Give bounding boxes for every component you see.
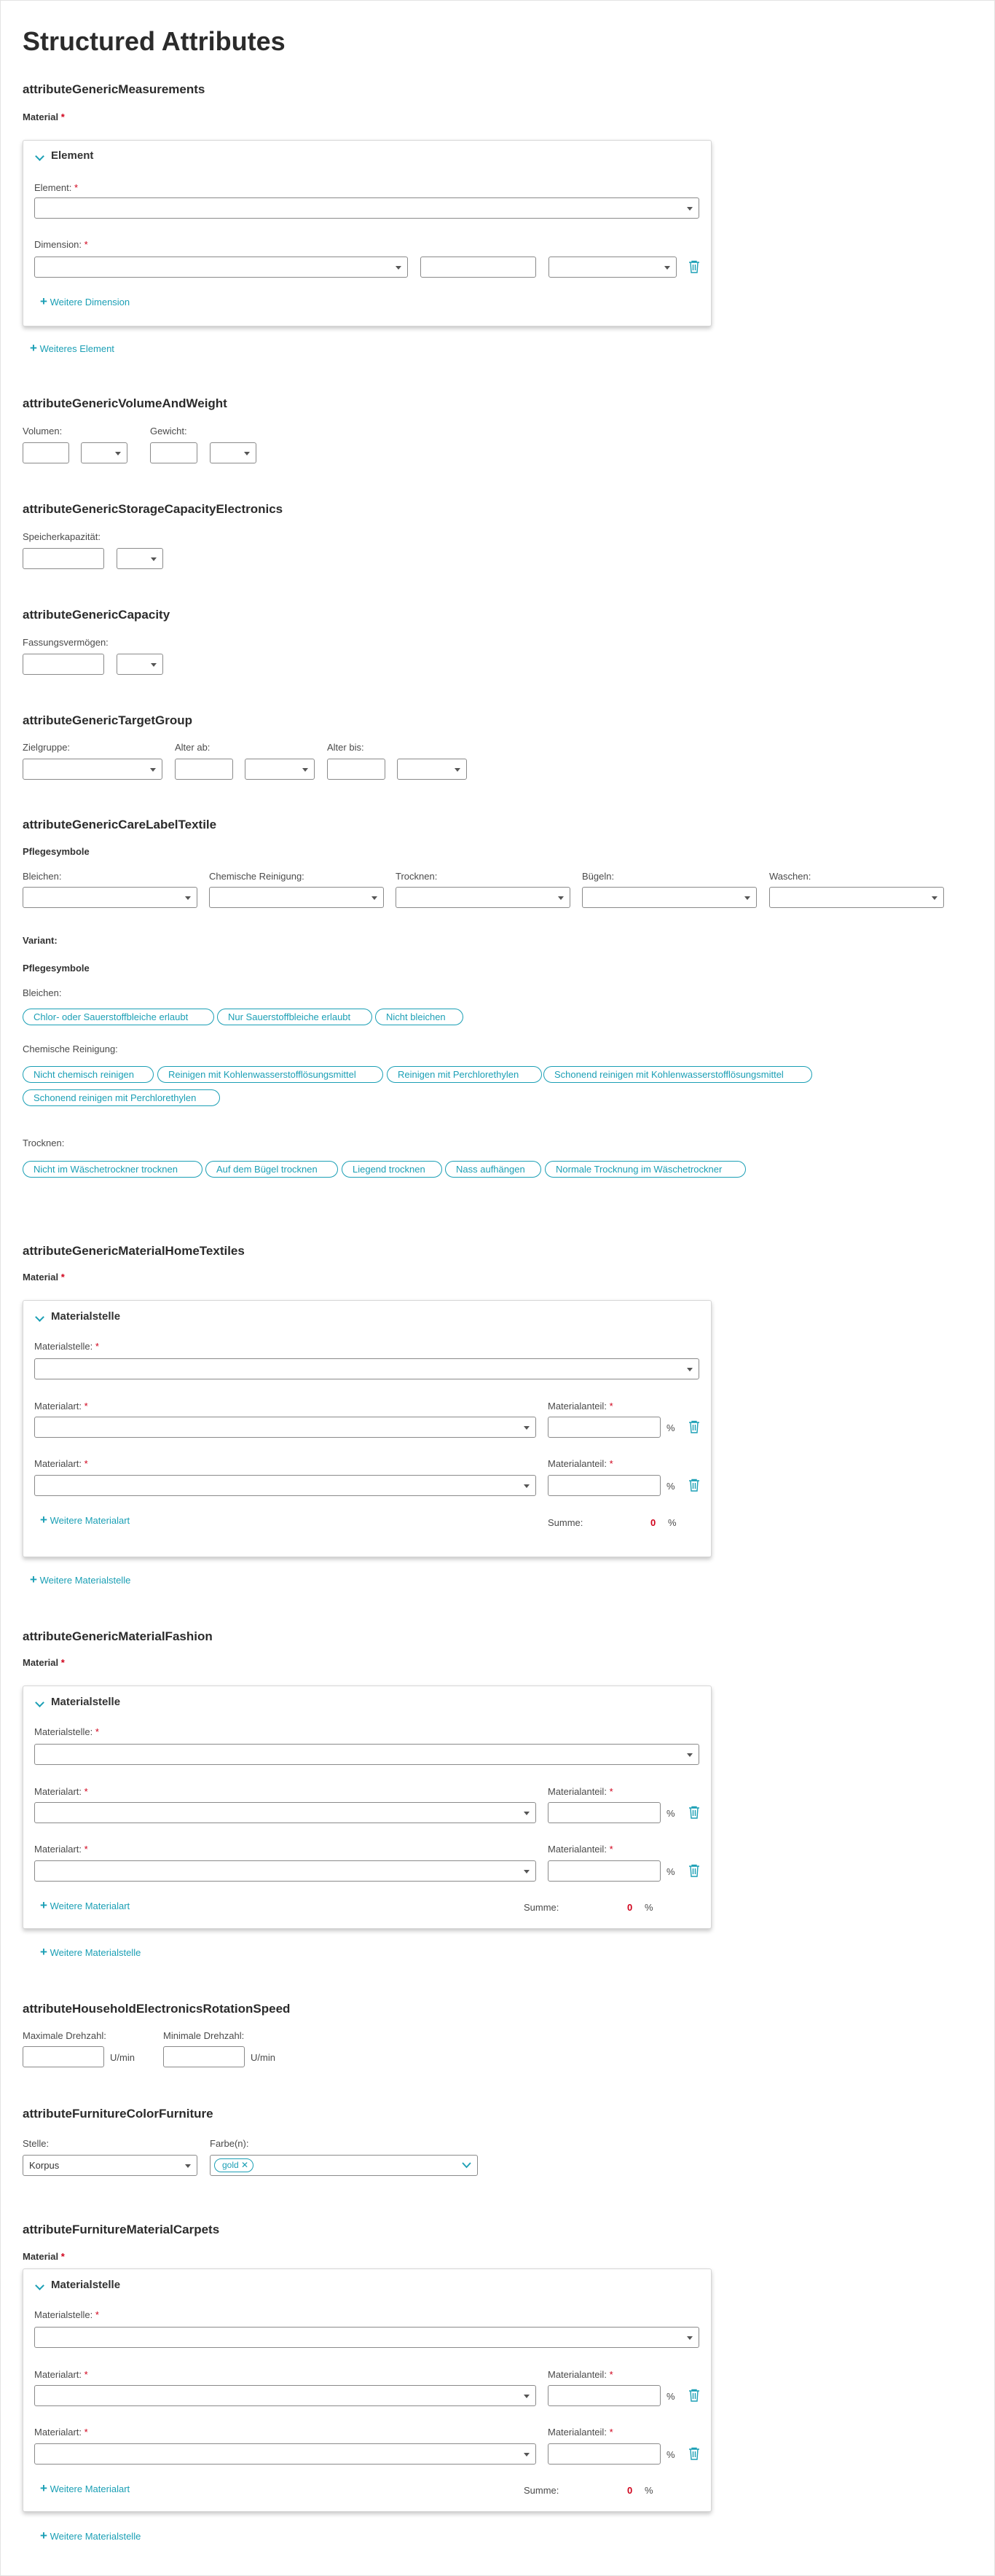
material-label: Material * <box>23 2251 65 2262</box>
materialanteil-field-label: Materialanteil: * <box>548 1844 613 1855</box>
dropdown-arrow-icon <box>687 1368 693 1371</box>
color-tag-label: gold <box>222 2160 239 2170</box>
dropdown-arrow-icon <box>524 1870 530 1874</box>
dropdown-arrow-icon <box>151 557 157 561</box>
chevron-down-icon[interactable] <box>36 151 43 162</box>
chevron-down-icon <box>462 2162 471 2169</box>
sum-label: Summe: <box>524 1902 559 1913</box>
plus-icon: + <box>40 2529 47 2542</box>
section-title-material-fashion: attributeGenericMaterialFashion <box>23 1629 213 1643</box>
dropdown-arrow-icon <box>558 896 564 900</box>
bleach-label: Bleichen: <box>23 871 62 882</box>
volume-input[interactable] <box>23 442 69 463</box>
add-dimension-button[interactable] <box>40 295 130 308</box>
dryclean-option-pill[interactable]: Reinigen mit Perchlorethylen <box>387 1066 542 1083</box>
dryclean-label: Chemische Reinigung: <box>209 871 304 882</box>
materialanteil-input[interactable] <box>548 1860 661 1882</box>
sum-value: 0 <box>650 1517 656 1528</box>
dropdown-arrow-icon <box>371 896 377 900</box>
dryclean-select[interactable] <box>209 887 384 908</box>
dropdown-arrow-icon <box>244 452 250 455</box>
chevron-down-icon[interactable] <box>36 1697 43 1708</box>
dropdown-arrow-icon <box>524 2453 530 2456</box>
section-title-measurements: attributeGenericMeasurements <box>23 82 205 96</box>
materialart-select[interactable] <box>34 2443 536 2465</box>
sum-value: 0 <box>627 2485 633 2496</box>
trash-icon[interactable] <box>688 2389 700 2402</box>
bleach-option-pill[interactable]: Nur Sauerstoffbleiche erlaubt <box>217 1009 372 1025</box>
dry-option-pill[interactable]: Liegend trocknen <box>342 1161 442 1178</box>
materialstelle-field-label: Materialstelle: * <box>34 1726 99 1737</box>
add-materialart-label: Weitere Materialart <box>50 1515 130 1526</box>
percent-unit: % <box>666 1481 675 1492</box>
materialstelle-card-title[interactable]: Materialstelle <box>51 1696 121 1708</box>
iron-select[interactable] <box>582 887 757 908</box>
age-to-label: Alter bis: <box>327 742 364 753</box>
add-materialstelle-label: Weitere Materialstelle <box>50 2531 141 2542</box>
materialstelle-card-title[interactable]: Materialstelle <box>51 2279 121 2291</box>
dropdown-arrow-icon <box>185 896 191 900</box>
section-title-material-carpets: attributeFurnitureMaterialCarpets <box>23 2223 220 2236</box>
materialart-select[interactable] <box>34 1802 536 1823</box>
add-materialstelle-label: Weitere Materialstelle <box>39 1575 131 1586</box>
add-dimension-label: Weitere Dimension <box>50 297 130 308</box>
dropdown-arrow-icon <box>524 1812 530 1815</box>
add-materialstelle-button[interactable] <box>30 1573 130 1586</box>
plus-icon: + <box>30 1573 37 1586</box>
volume-unit-select[interactable] <box>81 442 127 463</box>
dry-select[interactable] <box>396 887 570 908</box>
section-title-storage-capacity: attributeGenericStorageCapacityElectronics <box>23 502 283 516</box>
weight-label: Gewicht: <box>150 426 187 436</box>
add-materialart-button[interactable] <box>40 1514 130 1526</box>
dropdown-arrow-icon <box>687 2336 693 2340</box>
dryclean-option-pill[interactable]: Schonend reinigen mit Perchlorethylen <box>23 1089 220 1106</box>
dimension-select[interactable] <box>34 257 408 278</box>
section-title-capacity: attributeGenericCapacity <box>23 608 170 622</box>
materialstelle-field-label: Materialstelle: * <box>34 1341 99 1352</box>
max-speed-label: Maximale Drehzahl: <box>23 2030 106 2041</box>
trash-icon[interactable] <box>688 1420 700 1433</box>
materialart-field-label: Materialart: * <box>34 1458 88 1469</box>
dropdown-arrow-icon <box>664 266 670 270</box>
element-select[interactable] <box>34 197 699 219</box>
dry-option-pill[interactable]: Nicht im Wäschetrockner trocknen <box>23 1161 202 1178</box>
dryclean-option-pill[interactable]: Reinigen mit Kohlenwasserstofflösungsmittel <box>157 1066 383 1083</box>
dropdown-arrow-icon <box>524 1484 530 1488</box>
section-title-rotation-speed: attributeHouseholdElectronicsRotationSpeed <box>23 2002 291 2016</box>
bleach-option-pill[interactable]: Nicht bleichen <box>375 1009 463 1025</box>
percent-unit: % <box>666 1866 675 1877</box>
add-materialart-button[interactable] <box>40 2482 130 2494</box>
dryclean-option-pill[interactable]: Schonend reinigen mit Kohlenwasserstofflösungsmittel <box>543 1066 812 1083</box>
plus-icon: + <box>40 2481 47 2495</box>
materialstelle-select[interactable] <box>34 2327 699 2348</box>
sum-percent-unit: % <box>645 1902 653 1913</box>
storage-unit-select[interactable] <box>117 548 163 569</box>
dry-option-pill[interactable]: Normale Trocknung im Wäschetrockner <box>545 1161 746 1178</box>
sum-label: Summe: <box>524 2485 559 2496</box>
target-group-label: Zielgruppe: <box>23 742 71 753</box>
trash-icon[interactable] <box>688 2447 700 2460</box>
dropdown-arrow-icon <box>115 452 121 455</box>
storage-capacity-label: Speicherkapazität: <box>23 531 101 542</box>
add-materialstelle-button[interactable] <box>40 1946 141 1958</box>
plus-icon: + <box>30 341 37 355</box>
add-element-button[interactable] <box>30 342 114 354</box>
page-title: Structured Attributes <box>23 26 286 56</box>
materialart-select[interactable] <box>34 1475 536 1496</box>
weight-input[interactable] <box>150 442 197 463</box>
dropdown-arrow-icon <box>151 663 157 667</box>
materialanteil-field-label: Materialanteil: * <box>548 1458 613 1469</box>
materialstelle-select[interactable] <box>34 1744 699 1765</box>
min-speed-label: Minimale Drehzahl: <box>163 2030 245 2041</box>
variant-dryclean-label: Chemische Reinigung: <box>23 1044 118 1054</box>
percent-unit: % <box>666 1808 675 1819</box>
care-symbols-label: Pflegesymbole <box>23 846 90 857</box>
age-from-input[interactable] <box>175 759 233 780</box>
chevron-down-icon[interactable] <box>36 1312 43 1323</box>
materialanteil-input[interactable] <box>548 2385 661 2406</box>
materialstelle-field-label: Materialstelle: * <box>34 2309 99 2320</box>
dryclean-option-pill[interactable]: Nicht chemisch reinigen <box>23 1066 154 1083</box>
stelle-label: Stelle: <box>23 2138 50 2149</box>
variant-dry-label: Trocknen: <box>23 1138 65 1148</box>
age-from-unit-select[interactable] <box>245 759 315 780</box>
max-speed-input[interactable] <box>23 2046 104 2067</box>
section-title-care-label: attributeGenericCareLabelTextile <box>23 818 217 831</box>
age-to-unit-select[interactable] <box>397 759 467 780</box>
age-from-label: Alter ab: <box>175 742 211 753</box>
close-icon[interactable]: ✕ <box>241 2160 249 2170</box>
add-materialart-label: Weitere Materialart <box>50 1900 130 1911</box>
min-speed-input[interactable] <box>163 2046 245 2067</box>
plus-icon: + <box>40 1513 47 1527</box>
chevron-down-icon[interactable] <box>36 2280 43 2291</box>
dry-label: Trocknen: <box>396 871 438 882</box>
sum-value: 0 <box>627 1902 633 1913</box>
materialart-select[interactable] <box>34 1417 536 1438</box>
materialanteil-input[interactable] <box>548 2443 661 2465</box>
dropdown-arrow-icon <box>687 207 693 211</box>
materialstelle-card-title[interactable]: Materialstelle <box>51 1310 121 1323</box>
materialart-select[interactable] <box>34 1860 536 1882</box>
section-title-target-group: attributeGenericTargetGroup <box>23 713 192 727</box>
variant-label: Variant: <box>23 935 58 946</box>
sum-label: Summe: <box>548 1517 583 1528</box>
dimension-value-input[interactable] <box>420 257 536 278</box>
materialart-field-label: Materialart: * <box>34 1786 88 1797</box>
materialanteil-field-label: Materialanteil: * <box>548 1786 613 1797</box>
add-materialart-button[interactable] <box>40 1899 130 1911</box>
dropdown-arrow-icon <box>455 768 460 772</box>
bleach-option-pill[interactable]: Chlor- oder Sauerstoffbleiche erlaubt <box>23 1009 214 1025</box>
section-title-volume-weight: attributeGenericVolumeAndWeight <box>23 396 227 410</box>
dropdown-arrow-icon <box>524 1426 530 1430</box>
sum-percent-unit: % <box>668 1517 677 1528</box>
dimension-field-label: Dimension: * <box>34 239 88 250</box>
materialanteil-input[interactable] <box>548 1417 661 1438</box>
section-title-material-home-textiles: attributeGenericMaterialHomeTextiles <box>23 1244 245 1258</box>
trash-icon[interactable] <box>688 1806 700 1819</box>
materialanteil-input[interactable] <box>548 1475 661 1496</box>
bleach-select[interactable] <box>23 887 197 908</box>
add-element-label: Weiteres Element <box>39 343 114 354</box>
percent-unit: % <box>666 1422 675 1433</box>
storage-capacity-input[interactable] <box>23 548 104 569</box>
materialart-field-label: Materialart: * <box>34 1401 88 1412</box>
dropdown-arrow-icon <box>150 768 156 772</box>
trash-icon[interactable] <box>688 1479 700 1492</box>
color-tag[interactable] <box>214 2158 253 2172</box>
materialart-field-label: Materialart: * <box>34 1844 88 1855</box>
plus-icon: + <box>40 294 47 308</box>
colors-multiselect[interactable] <box>210 2155 478 2176</box>
target-group-select[interactable] <box>23 759 162 780</box>
material-label: Material * <box>23 111 65 122</box>
iron-label: Bügeln: <box>582 871 615 882</box>
materialanteil-input[interactable] <box>548 1802 661 1823</box>
percent-unit: % <box>666 2391 675 2402</box>
element-field-label: Element: * <box>34 182 78 193</box>
max-speed-unit: U/min <box>110 2052 135 2063</box>
min-speed-unit: U/min <box>251 2052 275 2063</box>
material-label: Material * <box>23 1657 65 1668</box>
stelle-select[interactable] <box>23 2155 197 2176</box>
dimension-unit-select[interactable] <box>548 257 677 278</box>
dropdown-arrow-icon <box>744 896 750 900</box>
weight-unit-select[interactable] <box>210 442 256 463</box>
dropdown-arrow-icon <box>396 266 401 270</box>
materialanteil-field-label: Materialanteil: * <box>548 1401 613 1412</box>
materialanteil-field-label: Materialanteil: * <box>548 2427 613 2438</box>
capacity-unit-select[interactable] <box>117 654 163 675</box>
capacity-label: Fassungsvermögen: <box>23 637 109 648</box>
dropdown-arrow-icon <box>302 768 308 772</box>
materialstelle-select[interactable] <box>34 1358 699 1379</box>
percent-unit: % <box>666 2449 675 2460</box>
add-materialstelle-button[interactable] <box>40 2529 141 2542</box>
plus-icon: + <box>40 1945 47 1959</box>
stelle-value: Korpus <box>29 2160 60 2171</box>
colors-label: Farbe(n): <box>210 2138 249 2149</box>
dropdown-arrow-icon <box>687 1753 693 1757</box>
add-materialart-label: Weitere Materialart <box>50 2483 130 2494</box>
sum-percent-unit: % <box>645 2485 653 2496</box>
materialanteil-field-label: Materialanteil: * <box>548 2369 613 2380</box>
trash-icon[interactable] <box>688 260 700 273</box>
dry-option-pill[interactable]: Auf dem Bügel trocknen <box>205 1161 338 1178</box>
element-card-title[interactable]: Element <box>51 149 94 162</box>
dry-option-pill[interactable]: Nass aufhängen <box>445 1161 541 1178</box>
wash-select[interactable] <box>769 887 944 908</box>
materialart-field-label: Materialart: * <box>34 2369 88 2380</box>
dropdown-arrow-icon <box>932 896 937 900</box>
materialart-select[interactable] <box>34 2385 536 2406</box>
section-title-color-furniture: attributeFurnitureColorFurniture <box>23 2107 213 2121</box>
add-materialstelle-label: Weitere Materialstelle <box>50 1947 141 1958</box>
variant-care-symbols-label: Pflegesymbole <box>23 963 90 974</box>
trash-icon[interactable] <box>688 1864 700 1877</box>
wash-label: Waschen: <box>769 871 811 882</box>
volume-label: Volumen: <box>23 426 63 436</box>
material-label: Material * <box>23 1272 65 1283</box>
variant-bleach-label: Bleichen: <box>23 987 62 998</box>
dropdown-arrow-icon <box>185 2164 191 2168</box>
dropdown-arrow-icon <box>524 2395 530 2398</box>
capacity-input[interactable] <box>23 654 104 675</box>
plus-icon: + <box>40 1898 47 1912</box>
materialart-field-label: Materialart: * <box>34 2427 88 2438</box>
age-to-input[interactable] <box>327 759 385 780</box>
